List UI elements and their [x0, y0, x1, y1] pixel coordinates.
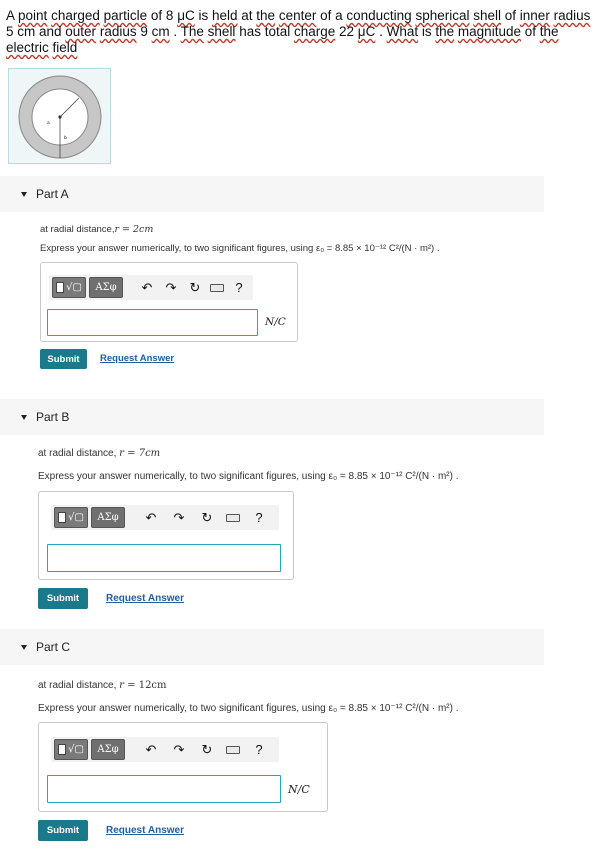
- help-icon[interactable]: ?: [235, 280, 243, 295]
- unit-label: N/C: [265, 316, 286, 328]
- greek-symbols-button[interactable]: ΑΣφ: [91, 507, 125, 528]
- prompt-var: r: [119, 680, 124, 691]
- question-segment: of a: [316, 8, 347, 23]
- reset-icon[interactable]: ↻: [201, 509, 213, 525]
- submit-button[interactable]: Submit: [40, 349, 87, 369]
- question-segment: .: [169, 24, 181, 39]
- question-segment: of: [501, 8, 520, 23]
- part-c-header[interactable]: [0, 629, 544, 665]
- question-segment: spherical: [415, 8, 470, 23]
- shell-diagram: [9, 69, 112, 165]
- answer-input[interactable]: [47, 309, 258, 336]
- shell-figure: [8, 68, 111, 164]
- prompt-value: 12cm: [138, 680, 167, 691]
- question-segment: 5 cm and: [6, 24, 66, 39]
- part-b-title: Part B: [36, 410, 70, 424]
- part-c-instruction: Express your answer numerically, to two significant figures, using ε₀ = 8.85 × 10⁻¹² C²/(N · m²) .: [38, 703, 459, 714]
- template-icon[interactable]: √▢: [52, 277, 86, 298]
- keyboard-icon[interactable]: [225, 740, 241, 760]
- help-icon[interactable]: ?: [255, 742, 263, 757]
- question-segment: electric: [6, 40, 49, 55]
- answer-input[interactable]: [47, 775, 281, 803]
- keyboard-icon[interactable]: [209, 278, 225, 298]
- help-icon[interactable]: ?: [255, 510, 263, 525]
- question-segment: What: [386, 24, 419, 39]
- question-segment: magnitude: [457, 24, 521, 39]
- prompt-value: 7cm: [138, 448, 161, 459]
- request-answer-link[interactable]: Request Answer: [100, 353, 175, 364]
- answer-input[interactable]: [47, 544, 281, 572]
- question-segment: outer: [65, 24, 97, 39]
- question-segment: particle: [103, 8, 148, 23]
- math-toolbar: [51, 737, 279, 762]
- part-a-answer-box: [40, 262, 298, 342]
- part-a-header[interactable]: [0, 176, 544, 212]
- prompt-eq: =: [123, 448, 139, 459]
- part-a-prompt: [40, 224, 153, 235]
- math-toolbar: [51, 505, 279, 530]
- part-b-header[interactable]: [0, 399, 544, 435]
- question-segment: The: [180, 24, 204, 39]
- template-icon[interactable]: √▢: [54, 507, 88, 528]
- question-segment: is: [418, 24, 436, 39]
- question-segment: point: [18, 8, 48, 23]
- submit-button[interactable]: Submit: [38, 820, 88, 841]
- question-segment: μC: [357, 24, 376, 39]
- greek-symbols-button[interactable]: ΑΣφ: [89, 277, 123, 298]
- question-segment: the: [256, 8, 276, 23]
- part-b-answer-box: [38, 491, 294, 580]
- question-segment: has total: [235, 24, 294, 39]
- reset-icon[interactable]: ↻: [201, 741, 213, 757]
- label-b: b: [64, 136, 67, 141]
- prompt-value: 2cm: [133, 224, 154, 235]
- question-segment: .: [375, 24, 387, 39]
- math-toolbar: [49, 275, 253, 300]
- question-segment: is: [194, 8, 212, 23]
- prompt-eq: =: [123, 680, 139, 691]
- keyboard-icon[interactable]: [225, 508, 241, 528]
- submit-button[interactable]: Submit: [38, 588, 88, 609]
- prompt-prefix: at radial distance,: [38, 448, 120, 459]
- request-answer-link[interactable]: Request Answer: [106, 593, 184, 604]
- question-segment: at: [237, 8, 257, 23]
- unit-label: N/C: [288, 783, 310, 796]
- redo-icon[interactable]: ↷: [173, 741, 185, 757]
- question-segment: radius: [99, 24, 137, 39]
- prompt-var: r: [119, 448, 124, 459]
- question-segment: held: [211, 8, 238, 23]
- greek-symbols-button[interactable]: ΑΣφ: [91, 739, 125, 760]
- part-a-title: Part A: [36, 187, 69, 201]
- question-segment: shell: [473, 8, 502, 23]
- prompt-var: r: [114, 224, 120, 235]
- prompt-prefix: at radial distance,: [38, 680, 120, 691]
- question-segment: 9: [136, 24, 152, 39]
- question-segment: the: [539, 24, 559, 39]
- collapse-triangle-icon[interactable]: [21, 645, 27, 650]
- question-segment: of 8: [147, 8, 178, 23]
- question-segment: A: [6, 8, 19, 23]
- undo-icon[interactable]: ↶: [141, 279, 153, 295]
- prompt-eq: =: [119, 224, 134, 235]
- undo-icon[interactable]: ↶: [145, 509, 157, 525]
- question-segment: 22: [335, 24, 358, 39]
- collapse-triangle-icon[interactable]: [21, 415, 27, 420]
- template-icon[interactable]: √▢: [54, 739, 88, 760]
- redo-icon[interactable]: ↷: [165, 279, 177, 295]
- part-c-title: Part C: [36, 640, 71, 654]
- question-segment: inner: [519, 8, 550, 23]
- question-segment: the: [435, 24, 455, 39]
- question-segment: conducting: [346, 8, 412, 23]
- question-text: [6, 8, 598, 56]
- request-answer-link[interactable]: Request Answer: [106, 825, 184, 836]
- collapse-triangle-icon[interactable]: [21, 192, 27, 197]
- undo-icon[interactable]: ↶: [145, 741, 157, 757]
- reset-icon[interactable]: ↻: [189, 279, 201, 295]
- prompt-prefix: at radial distance,: [40, 224, 115, 235]
- question-segment: radius: [553, 8, 591, 23]
- question-segment: cm: [151, 24, 170, 39]
- question-segment: field: [52, 40, 78, 55]
- question-segment: μC: [177, 8, 195, 23]
- part-b-prompt: [38, 448, 160, 459]
- part-c-prompt: [38, 680, 167, 691]
- question-segment: charged: [51, 8, 100, 23]
- question-segment: center: [278, 8, 317, 23]
- label-a: a: [47, 121, 50, 126]
- redo-icon[interactable]: ↷: [173, 509, 185, 525]
- part-a-instruction: Express your answer numerically, to two significant figures, using ε₀ = 8.85 × 10⁻¹² C²/(N · m²) .: [40, 243, 440, 254]
- part-b-instruction: Express your answer numerically, to two significant figures, using ε₀ = 8.85 × 10⁻¹² C²/(N · m²) .: [38, 471, 459, 482]
- question-segment: shell: [207, 24, 236, 39]
- part-c-answer-box: [38, 722, 328, 812]
- question-segment: charge: [293, 24, 336, 39]
- question-segment: of: [520, 24, 540, 39]
